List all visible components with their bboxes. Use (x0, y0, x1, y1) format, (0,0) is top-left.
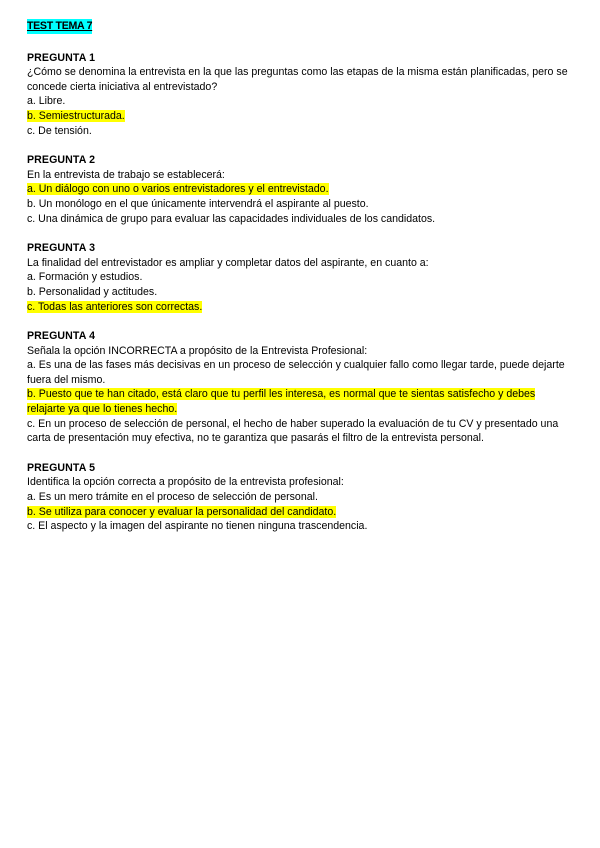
option-text: a. Libre. (27, 95, 66, 108)
question-5 (27, 461, 575, 534)
option-text: c. En un proceso de selección de personal, el hecho de haber superado la evaluación de tu CV y presentado una carta de presentación muy efectiva, no te garantiza que pasarás el filtro de la entrevista personal. (27, 417, 559, 445)
question-text: En la entrevista de trabajo se establecerá: (27, 168, 225, 181)
question-text: Identifica la opción correcta a propósito de la entrevista profesional: (27, 476, 344, 489)
question-1 (27, 51, 575, 139)
option-a (27, 490, 575, 505)
question-heading: PREGUNTA 3 (27, 242, 96, 255)
question-heading: PREGUNTA 4 (27, 330, 96, 343)
option-a (27, 94, 575, 109)
option-b (27, 197, 575, 212)
document-title: TEST TEMA 7 (27, 20, 93, 32)
question-text: ¿Cómo se denomina la entrevista en la que las preguntas como las etapas de la misma están planificadas, pero se concede cierta iniciativa al entrevistado? (27, 66, 568, 93)
question-3 (27, 241, 575, 314)
question-heading: PREGUNTA 5 (27, 461, 96, 474)
option-text-highlighted: b. Se utiliza para conocer y evaluar la personalidad del candidato. (27, 505, 337, 518)
option-b (27, 285, 575, 300)
option-text-highlighted: c. Todas las anteriores son correctas. (27, 300, 203, 313)
option-text-highlighted: a. Un diálogo con uno o varios entrevistadores y el entrevistado. (27, 183, 329, 196)
option-text: a. Formación y estudios. (27, 271, 143, 284)
option-text: c. De tensión. (27, 124, 92, 137)
document-page (27, 19, 575, 549)
option-c (27, 519, 575, 534)
option-text: b. Personalidad y actitudes. (27, 285, 158, 298)
option-text: c. El aspecto y la imagen del aspirante no tienen ninguna trascendencia. (27, 520, 368, 533)
question-heading: PREGUNTA 2 (27, 154, 96, 167)
option-text: c. Una dinámica de grupo para evaluar las capacidades individuales de los candidatos. (27, 212, 436, 225)
option-c (27, 212, 575, 227)
option-a-correct (27, 182, 575, 197)
option-a (27, 270, 575, 285)
option-c-correct (27, 300, 575, 315)
option-c (27, 417, 575, 446)
option-text: a. Es una de las fases más decisivas en un proceso de selección y cualquier fallo como llegar tarde, puede dejarte fuera del mismo. (27, 359, 565, 386)
option-text: a. Es un mero trámite en el proceso de selección de personal. (27, 491, 318, 504)
option-text-highlighted: b. Semiestructurada. (27, 109, 125, 122)
question-heading: PREGUNTA 1 (27, 51, 96, 64)
question-4 (27, 329, 575, 446)
option-text-highlighted: b. Puesto que te han citado, está claro que tu perfil les interesa, es normal que te sientas satisfecho y debes relajarte ya que lo tienes hecho. (27, 388, 536, 416)
option-c (27, 124, 575, 139)
option-text: b. Un monólogo en el que únicamente intervendrá el aspirante al puesto. (27, 197, 369, 210)
option-b-correct (27, 387, 575, 416)
question-text: La finalidad del entrevistador es ampliar y completar datos del aspirante, en cuanto a: (27, 256, 429, 269)
option-b-correct (27, 109, 575, 124)
question-text: Señala la opción INCORRECTA a propósito de la Entrevista Profesional: (27, 344, 368, 357)
option-a (27, 358, 575, 387)
option-b-correct (27, 505, 575, 520)
question-2 (27, 153, 575, 226)
